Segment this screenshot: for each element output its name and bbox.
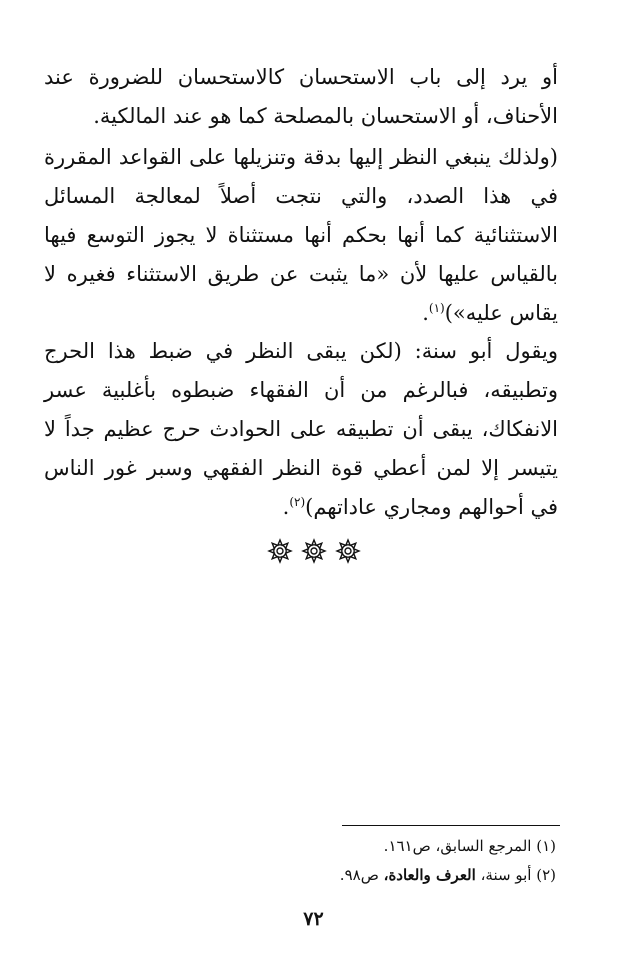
flower-ornament-icon (335, 538, 361, 564)
footnote-book-title: العرف والعادة، (383, 866, 476, 884)
flower-ornament-icon (301, 538, 327, 564)
footnote-text: المرجع السابق، ص١٦١. (383, 837, 532, 855)
footnote-reference[interactable]: (٢) (289, 495, 306, 509)
footnote-page: ص٩٨. (339, 866, 379, 884)
footnote-reference[interactable]: (١) (428, 301, 445, 315)
footnote (40, 864, 556, 886)
page-number: ٧٢ (303, 908, 324, 930)
footnote-author: أبو سنة، (480, 866, 532, 884)
footnote-separator (342, 825, 560, 826)
body-paragraph (44, 332, 558, 527)
paragraph-text: (ولذلك ينبغي النظر إليها بدقة وتنزيلها على القواعد المقررة في هذا الصدد، والتي نتجت أصلاً لمعالجة المسائل الاستثنائية كما أنها بحكم أنها مستثناة لا يجوز التوسع فيها بالقياس عليها لأن «ما يثبت عن طريق الاستثناء فغيره لا يقاس عليه») (44, 145, 558, 325)
paragraph-end-punctuation: . (422, 301, 429, 325)
flower-ornament-icon (267, 538, 293, 564)
section-divider-ornaments (0, 538, 627, 564)
paragraph-text: ويقول أبو سنة: (لكن يبقى النظر في ضبط هذا الحرج وتطبيقه، فبالرغم من أن الفقهاء ضبطوه بأغلبية عسر الانفكاك، يبقى أن تطبيقه على الحوادث حرج عظيم جداً لا يتيسر إلا لمن أعطي قوة النظر الفقهي وسبر غور الناس في أحوالهم ومجاري عاداتهم) (44, 339, 558, 519)
body-paragraph (44, 58, 558, 136)
footnote-number: (٢) (536, 866, 556, 884)
body-paragraph (44, 138, 558, 333)
paragraph-end-punctuation: . (282, 495, 290, 519)
paragraph-text: أو يرد إلى باب الاستحسان كالاستحسان للضرورة عند الأحناف، أو الاستحسان بالمصلحة كما هو عند المالكية. (44, 65, 558, 128)
footnote-number: (١) (536, 837, 556, 855)
footnote (40, 835, 556, 857)
